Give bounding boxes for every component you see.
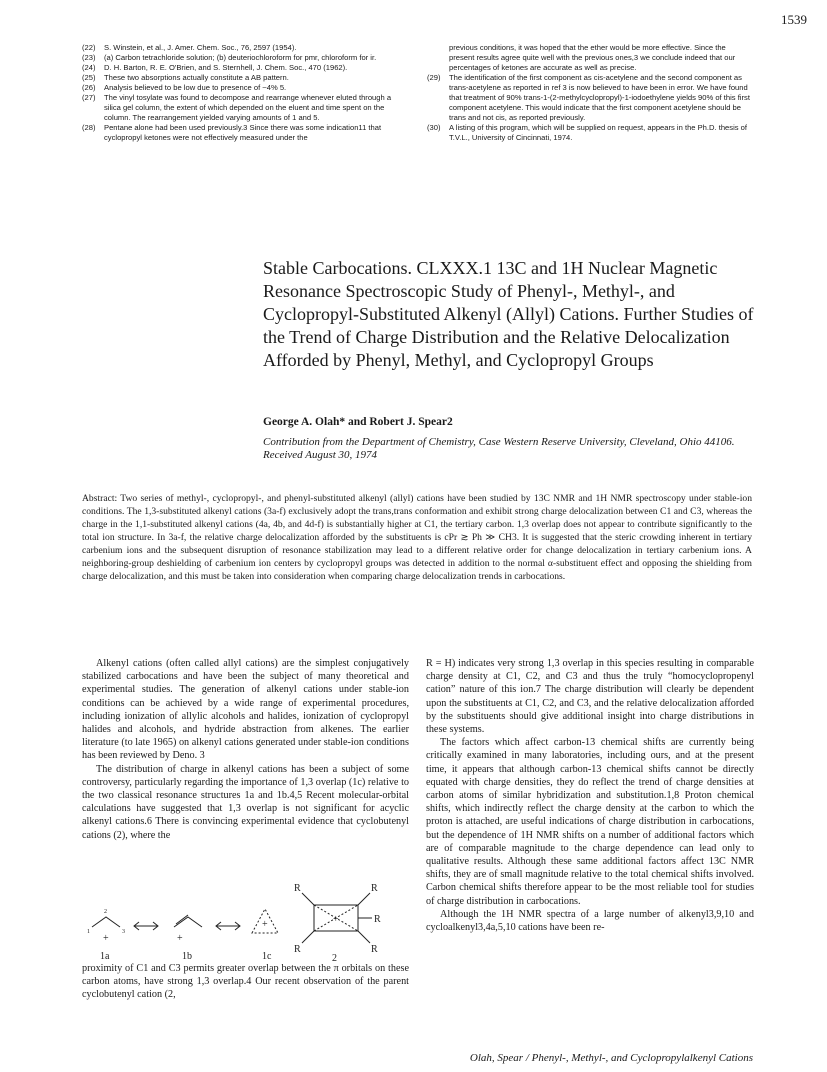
footnote-text: Analysis believed to be low due to presence of ~4% 5. <box>104 83 287 92</box>
footnote-text: A listing of this program, which will be supplied on request, appears in the Ph.D. thesis of T.V.L., University of Cincinnati, 1974. <box>449 123 748 142</box>
substituent-r: R <box>371 883 378 894</box>
authors: George A. Olah* and Robert J. Spear2 <box>263 416 453 428</box>
footnote <box>427 73 753 123</box>
label-1c: 1c <box>262 951 272 962</box>
body-column-right <box>426 657 754 934</box>
allyl-structure-1a <box>92 917 120 927</box>
footnotes-right <box>427 43 753 143</box>
footnote-number: (29) <box>427 73 441 82</box>
footnote-number <box>427 43 449 73</box>
abstract: Abstract: Two series of methyl-, cyclopropyl-, and phenyl-substituted alkenyl (allyl) cations have been studied by 13C NMR and 1H NMR spectroscopy under stable-ion conditions. The 1,3-substituted alkenyl cations (3a-f) exclusively adopt the trans,trans conformation and exhibit strong charge delocalization between C1 and C3, whereas the charge in the 1,1-substituted alkenyl cations (4a, 4b, and 4d-f) is substantially higher at C1, the tertiary carbon. 1,3 overlap does not appear to contribute significantly to the total ion structure. In 3a-f, the relative charge delocalization afforded by the substituents is cPr ≳ Ph ≫ CH3. It is suggested that the steric crowding inherent in tertiary carbenium ions and the subsequent disruption of resonance stabilization may lead to a different relative order for change delocalization in tertiary carbenium ions. A neighboring-group deshielding of carbenium ion centers by cyclopropyl groups was detected in addition to the normal α-substituent effect and opposing the shielding from charge delocalization, and this must be taken into consideration when comparing charge delocalization trends in carbocations. <box>82 493 752 582</box>
structures-figure <box>82 881 412 966</box>
footnotes-left <box>82 43 410 143</box>
substituent-r: R <box>374 914 381 925</box>
substituent-r: R <box>294 944 301 955</box>
footnote-text: previous conditions, it was hoped that the ether would be more effective. Since the present results agree quite well with the previous ones,3 we conclude indeed that our percentages of ketones are accurate as well as precise. <box>449 43 736 72</box>
substituent-r: R <box>294 883 301 894</box>
footnote <box>82 53 410 63</box>
footnote-number: (27) <box>82 93 96 102</box>
footnote-text: The identification of the first component as cis-acetylene and the second component as trans-acetylene as reported in ref 3 is now believed to have been in error. We have found that treatment of 90% trans-1-(2-methylcyclopropyl)-1-iodoethylene yields 90% of this first component acetylene. This would indicate that the first component acetylene should be trans and not cis, as reported previously. <box>449 73 750 122</box>
footnote-text: These two absorptions actually constitute a AB pattern. <box>104 73 289 82</box>
paragraph: Although the 1H NMR spectra of a large number of alkenyl3,9,10 and cycloalkenyl3,4a,5,10 cations have been re- <box>426 908 754 934</box>
paragraph: R = H) indicates very strong 1,3 overlap in this species resulting in comparable charge density at C1, C2, and C3 and thus the truly “homocyclopropenyl cation” nature of this ion.7 The charge distribution will clearly be dependent upon the substituents at C1, C2, and C3, and the relative delocalization afforded by the substituents should give additional insight into charge distributions in these systems. <box>426 658 754 736</box>
substituent-r: R <box>371 944 378 955</box>
footnote <box>82 73 410 83</box>
footnote-number: (26) <box>82 83 96 92</box>
atom-number: 1 <box>87 929 90 935</box>
footnote <box>82 93 410 123</box>
article-title: Stable Carbocations. CLXXX.1 13C and 1H Nuclear Magnetic Resonance Spectroscopic Study of Phenyl-, Methyl-, and Cyclopropyl-Substituted Alkenyl (Allyl) Cations. Further Studies of the Trend of Charge Distribution and the Relative Delocalization Afforded by Phenyl, Methyl, and Cyclopropyl Groups <box>263 258 754 370</box>
footnote <box>82 63 410 73</box>
affiliation: Contribution from the Department of Chemistry, Case Western Reserve University, Cleveland, Ohio 44106. Received August 30, 1974 <box>263 436 735 461</box>
paragraph: proximity of C1 and C3 permits greater overlap between the π orbitals on these carbon atoms, have strong 1,3 overlap.4 Our recent observation of the parent cyclobutenyl cation (2, <box>82 962 409 1001</box>
footnote-number: (23) <box>82 53 96 62</box>
footnote-number: (30) <box>427 123 441 132</box>
footnote <box>427 123 753 143</box>
charge-plus: + <box>333 914 339 925</box>
paragraph: The distribution of charge in alkenyl cations has been a subject of some controversy, particularly regarding the importance of 1,3 overlap (1c) relative to the two classical resonance structures 1a and 1b.4,5 Recent molecular-orbital calculations have suggested that 1,3 overlap is not significant for acyclic alkenyl cations.6 There is convincing experimental evidence that cyclobutenyl cations (2), where the <box>82 763 409 841</box>
label-1b: 1b <box>182 951 192 962</box>
page-number: 1539 <box>781 12 807 27</box>
label-2: 2 <box>332 953 337 964</box>
footnote <box>82 123 410 143</box>
footnote-number: (22) <box>82 43 96 52</box>
label-1a: 1a <box>100 951 110 962</box>
paragraph: Alkenyl cations (often called allyl cations) are the simplest conjugatively stabilized carbocations and have been the subject of many theoretical and experimental studies. The generation of alkenyl cations under stable-ion conditions can be achieved by a wide range of experimental procedures, including ionization of allylic alcohols and halides, ionization of cyclopropyl halides and alcohols, and hydride abstraction from alkenes. The earlier literature (to late 1965) on alkenyl cations generated under stable-ion conditions has been reviewed by Deno. 3 <box>82 658 409 762</box>
footnote <box>82 83 410 93</box>
charge-plus: + <box>262 919 268 930</box>
footnote-text: Pentane alone had been used previously.3 Since there was some indication11 that cyclopropyl ketones were not effectively measured under the <box>104 123 382 142</box>
footnote-number: (24) <box>82 63 96 72</box>
footnote-text: The vinyl tosylate was found to decompose and rearrange whenever eluted through a silica gel column, the extent of which depended on the eluent and time spent on the column. The rearrangement yielded varying amounts of 1 and 5. <box>104 93 392 122</box>
footnote-number: (25) <box>82 73 96 82</box>
running-footer: Olah, Spear / Phenyl-, Methyl-, and Cyclopropylalkenyl Cations <box>469 1052 753 1064</box>
charge-plus: + <box>177 933 183 944</box>
footnote-text: D. H. Barton, R. E. O'Brien, and S. Sternhell, J. Chem. Soc., 470 (1962). <box>104 63 348 72</box>
atom-number: 2 <box>104 909 107 915</box>
atom-number: 3 <box>122 929 125 935</box>
charge-plus: + <box>103 933 109 944</box>
footnote <box>427 43 753 73</box>
footnote-number: (28) <box>82 123 96 132</box>
paragraph: The factors which affect carbon-13 chemical shifts are currently being critically examined in many laboratories, including ours, and at the present time, it appears that although carbon-13 chemical shifts cannot be directly equated with charge densities, they do reflect the trend of charge densities at carbon atoms of similar hybridization and substitution.1,8 Proton chemical shifts, which indirectly reflect the charge density at the carbon to which the proton is attached, are useful indications of charge distribution in carbocations, but the dependence of 1H NMR shifts on a number of additional factors which are of comparable magnitude to the charge dependence can lead only to qualitative results. Although these same additional factors affect 13C NMR shifts, they are of small magnitude relative to the total chemical shifts involved. Carbon chemical shifts therefore appear to be the most reliable tool for studies of charge distribution in carbocations. <box>426 737 754 907</box>
footnote <box>82 43 410 53</box>
footnote-text: S. Winstein, et al., J. Amer. Chem. Soc., 76, 2597 (1954). <box>104 43 297 52</box>
footnote-text: (a) Carbon tetrachloride solution; (b) deuteriochloroform for pmr, chloroform for ir. <box>104 53 377 62</box>
